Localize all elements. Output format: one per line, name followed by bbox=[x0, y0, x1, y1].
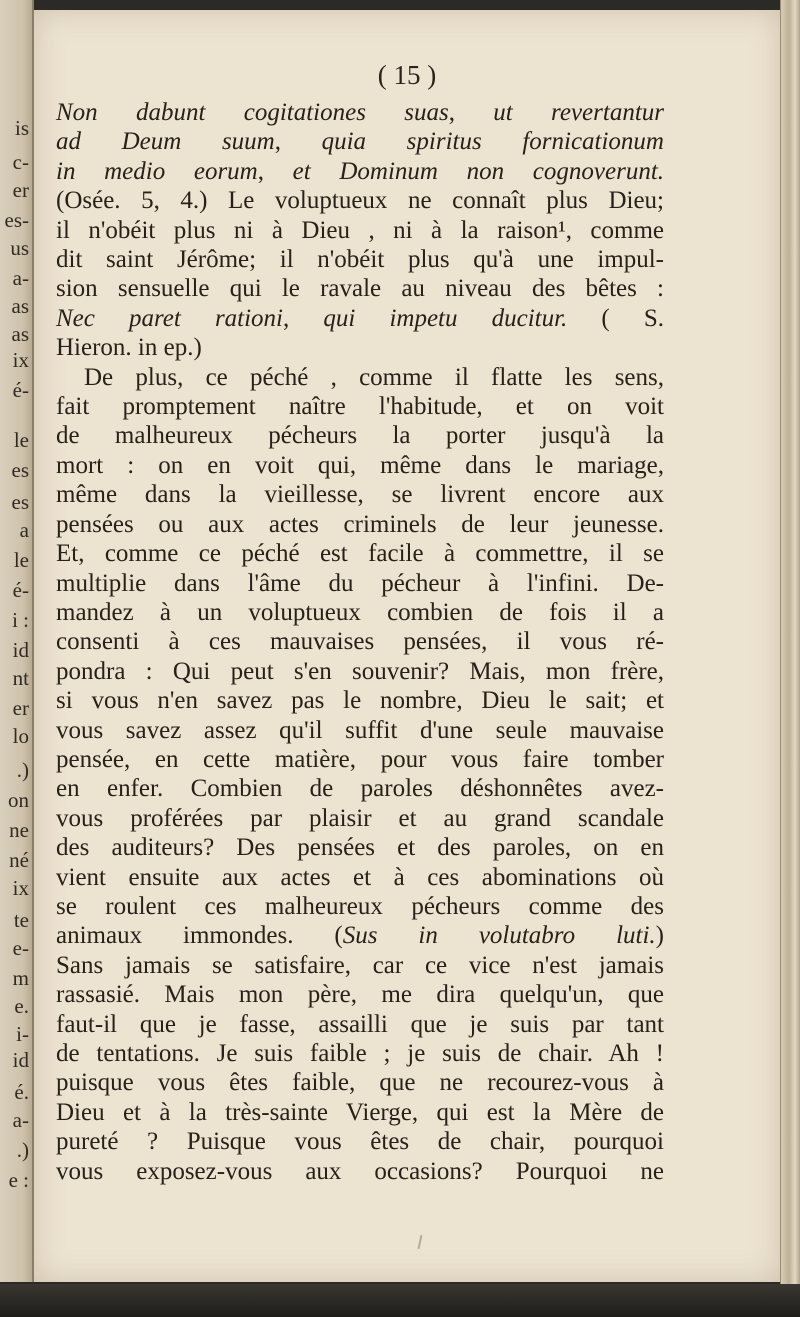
text-line bbox=[56, 186, 664, 215]
text-segment: de tentations. Je suis faible ; je suis de chair. Ah ! bbox=[56, 1040, 664, 1067]
text-segment: Sans jamais se satisfaire, car ce vice n'est jamais bbox=[56, 951, 664, 979]
facing-page-fragment: es- bbox=[4, 208, 29, 232]
text-line bbox=[56, 421, 664, 450]
text-line bbox=[56, 951, 664, 980]
text-line bbox=[56, 980, 664, 1009]
facing-page-fragment: as bbox=[11, 294, 29, 318]
text-line bbox=[56, 1010, 664, 1039]
facing-page-fragment: us bbox=[10, 236, 29, 260]
text-segment: si vous n'en savez pas le nombre, Dieu le sait; et bbox=[56, 687, 664, 715]
text-line bbox=[56, 1039, 664, 1068]
text-line bbox=[56, 804, 664, 833]
text-segment: sion sensuelle qui le ravale au niveau des bêtes : bbox=[56, 275, 664, 303]
text-line bbox=[56, 745, 664, 774]
text-segment: , bbox=[448, 99, 494, 126]
text-segment: animaux immondes. ( bbox=[56, 922, 343, 950]
text-segment: en enfer. Combien de paroles déshonnêtes avez- bbox=[56, 775, 664, 803]
text-segment: rassasié. Mais mon père, me dira quelqu'un, que bbox=[56, 981, 664, 1009]
facing-page-fragment: nt bbox=[12, 666, 29, 690]
facing-page-fragment: c- bbox=[12, 150, 29, 174]
text-segment: même dans la vieillesse, se livrent encore aux bbox=[56, 481, 664, 509]
text-segment: faut-il que je fasse, assailli que je suis par tant bbox=[56, 1010, 664, 1038]
text-segment: Dieu et à la très-sainte Vierge, qui est la Mère de bbox=[56, 1098, 664, 1126]
facing-page-fragment: es bbox=[11, 490, 29, 514]
text-segment: vous exposez-vous aux occasions? Pourquoi ne bbox=[56, 1157, 664, 1185]
text-line bbox=[56, 863, 664, 892]
text-segment: pensée, en cette matière, pour vous faire tomber bbox=[56, 745, 664, 773]
text-segment: puisque vous êtes faible, que ne recourez-vous à bbox=[56, 1069, 664, 1097]
facing-page-fragment: né bbox=[9, 848, 29, 872]
facing-page-fragment: ix bbox=[12, 876, 29, 900]
text-line bbox=[56, 1127, 664, 1156]
facing-page-fragment: le bbox=[13, 428, 29, 452]
text-line bbox=[56, 274, 664, 303]
text-segment: se roulent ces malheureux pécheurs comme des bbox=[56, 892, 664, 920]
text-line bbox=[56, 598, 664, 627]
facing-page-fragment: as bbox=[11, 322, 29, 346]
text-line bbox=[56, 1098, 664, 1127]
text-line bbox=[56, 216, 664, 245]
text-line bbox=[56, 686, 664, 715]
facing-page-fragment: é. bbox=[14, 1080, 29, 1104]
book-page bbox=[34, 10, 780, 1282]
text-segment: , bbox=[257, 157, 293, 185]
text-line bbox=[56, 921, 664, 950]
text-segment: Nec paret rationi bbox=[56, 304, 284, 332]
facing-page-fragment: id bbox=[12, 1048, 29, 1072]
text-segment: ad Deum suum bbox=[56, 128, 275, 156]
text-line bbox=[56, 304, 664, 333]
text-segment: ( S. bbox=[567, 304, 665, 332]
text-segment: multiplie dans l'âme du pécheur à l'infini. De- bbox=[56, 569, 664, 597]
text-segment: mort : on en voit qui, même dans le mariage, bbox=[56, 451, 664, 479]
page-fore-edge bbox=[780, 0, 800, 1300]
facing-page-fragment: ix bbox=[12, 348, 29, 372]
facing-page-fragment: a- bbox=[12, 266, 29, 290]
facing-page-fragment: e. bbox=[14, 994, 29, 1018]
facing-page-fragment: lo bbox=[12, 724, 29, 748]
text-line bbox=[56, 1068, 664, 1097]
text-line bbox=[56, 363, 664, 392]
text-line bbox=[56, 451, 664, 480]
text-line bbox=[56, 627, 664, 656]
facing-page-edge bbox=[0, 0, 34, 1282]
text-line bbox=[56, 98, 664, 127]
text-line bbox=[56, 892, 664, 921]
facing-page-fragment: .) bbox=[16, 1138, 29, 1162]
text-segment: et Dominum non cognoverunt. bbox=[292, 157, 665, 185]
text-line bbox=[56, 157, 664, 186]
facing-page-fragment: on bbox=[8, 788, 29, 812]
text-segment: pureté ? Puisque vous êtes de chair, pourquoi bbox=[56, 1128, 664, 1156]
text-segment: Sus in volutabro luti. bbox=[342, 922, 656, 950]
facing-page-fragment: .) bbox=[16, 758, 29, 782]
facing-page-fragment: ne bbox=[9, 818, 29, 842]
text-segment: pensées ou aux actes criminels de leur jeunesse. bbox=[56, 510, 664, 538]
text-segment: dit saint Jérôme; il n'obéit plus qu'à une impul- bbox=[56, 246, 664, 274]
facing-page-fragment: m bbox=[12, 966, 29, 990]
text-segment: qui impetu ducitur. bbox=[323, 304, 568, 332]
text-segment: il n'obéit plus ni à Dieu , ni à la raison¹, comme bbox=[56, 216, 664, 244]
text-line bbox=[56, 774, 664, 803]
text-line bbox=[56, 539, 664, 568]
text-segment: Non dabunt cogitationes suas bbox=[56, 99, 449, 126]
text-segment: des auditeurs? Des pensées et des paroles, on en bbox=[56, 834, 664, 862]
facing-page-fragment: er bbox=[12, 696, 29, 720]
facing-page-fragment: e : bbox=[8, 1168, 29, 1192]
text-line bbox=[56, 333, 664, 362]
text-segment: vient ensuite aux actes et à ces abominations où bbox=[56, 863, 664, 891]
text-segment: , bbox=[274, 128, 322, 156]
text-line bbox=[56, 510, 664, 539]
text-segment: Hieron. in ep.) bbox=[56, 334, 202, 362]
text-segment: De plus, ce péché , comme il flatte les sens, bbox=[84, 363, 664, 391]
facing-page-fragment: a- bbox=[12, 1108, 29, 1132]
text-segment: consenti à ces mauvaises pensées, il vous ré- bbox=[56, 628, 664, 656]
text-line bbox=[56, 657, 664, 686]
facing-page-fragment: es bbox=[11, 458, 29, 482]
facing-page-fragment: te bbox=[13, 908, 29, 932]
facing-page-fragment: a bbox=[19, 518, 29, 542]
text-segment: vous proférées par plaisir et au grand scandale bbox=[56, 804, 664, 832]
ink-mark bbox=[418, 1235, 423, 1249]
facing-page-fragment: is bbox=[14, 116, 29, 140]
text-segment: , bbox=[283, 304, 324, 332]
text-line bbox=[56, 833, 664, 862]
text-segment: de malheureux pécheurs la porter jusqu'à la bbox=[56, 422, 664, 450]
facing-page-fragment: é- bbox=[12, 578, 29, 602]
body-text bbox=[56, 98, 664, 1186]
page-number: ( 15 ) bbox=[377, 60, 437, 90]
facing-page-fragment: le bbox=[13, 548, 29, 572]
text-segment: pondra : Qui peut s'en souvenir? Mais, mon frère, bbox=[56, 657, 664, 685]
text-segment: quia spiritus fornicationum bbox=[321, 128, 664, 156]
text-line bbox=[56, 245, 664, 274]
text-segment: in medio eorum bbox=[56, 157, 258, 185]
text-segment: vous savez assez qu'il suffit d'une seule mauvaise bbox=[56, 716, 664, 744]
text-segment: mandez à un voluptueux combien de fois il a bbox=[56, 598, 664, 626]
facing-page-fragment: i : bbox=[12, 608, 29, 632]
facing-page-fragment: e- bbox=[12, 936, 29, 960]
text-segment: ut revertantur bbox=[493, 99, 664, 126]
text-segment: fait promptement naître l'habitude, et on voit bbox=[56, 393, 664, 421]
text-line bbox=[56, 480, 664, 509]
text-line bbox=[56, 716, 664, 745]
text-line bbox=[56, 1157, 664, 1186]
text-line bbox=[56, 127, 664, 156]
facing-page-fragment: i- bbox=[16, 1022, 29, 1046]
facing-page-fragment: id bbox=[12, 638, 29, 662]
facing-page-fragment: é- bbox=[12, 378, 29, 402]
text-line bbox=[56, 569, 664, 598]
facing-page-fragment: er bbox=[12, 178, 29, 202]
book-gutter-bottom bbox=[0, 1284, 800, 1317]
text-segment: Et, comme ce péché est facile à commettre, il se bbox=[56, 540, 664, 568]
text-segment: ) bbox=[655, 922, 664, 950]
text-line bbox=[56, 392, 664, 421]
text-segment: (Osée. 5, 4.) Le voluptueux ne connaît plus Dieu; bbox=[56, 187, 664, 215]
